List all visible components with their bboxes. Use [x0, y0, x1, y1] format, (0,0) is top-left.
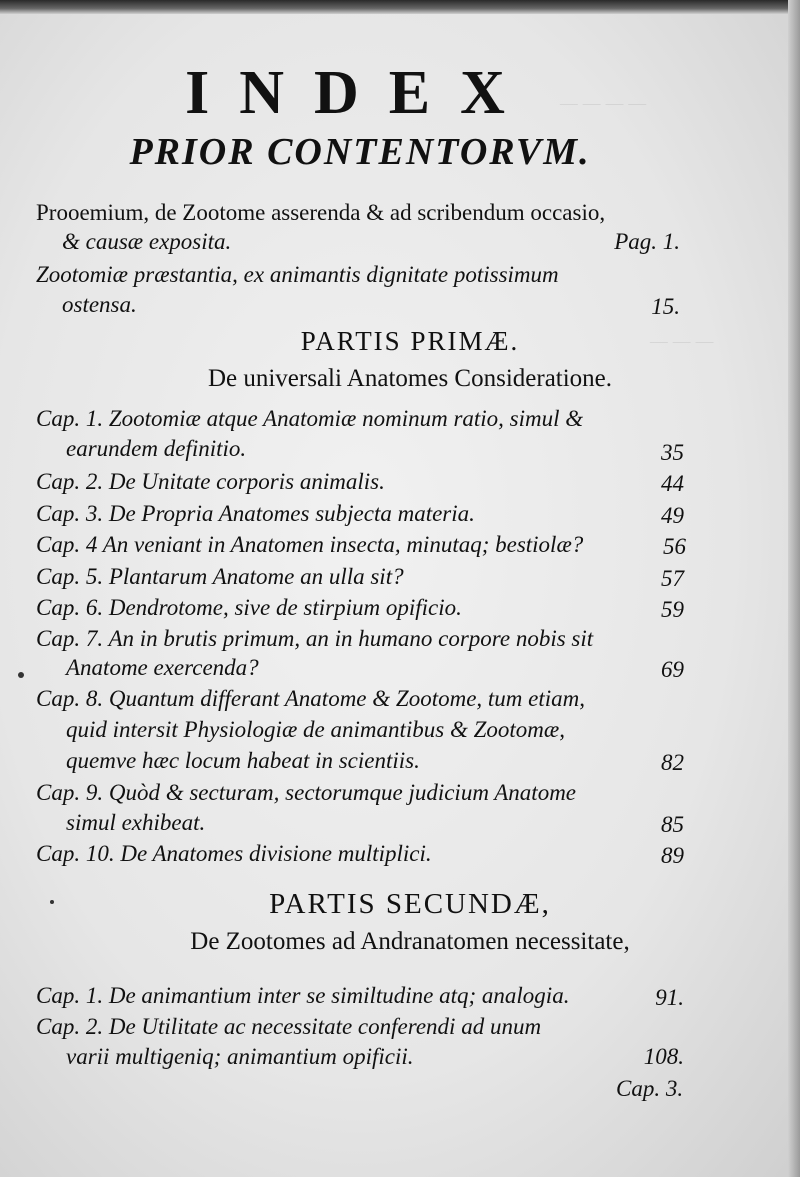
entry-line: Cap. 10. De Anatomes divisione multiplici. [36, 841, 432, 866]
page-number: 35 [661, 440, 684, 465]
entry-line: Cap. 7. An in brutis primum, an in humano corpore nobis sit [36, 626, 594, 651]
entry-line: Cap. 4 An veniant in Anatomen insecta, minutaq; bestiolæ? [36, 532, 584, 557]
entry-line: Cap. 5. Plantarum Anatome an ulla sit? [36, 564, 404, 589]
page-number: 89 [661, 843, 684, 868]
page-right-edge [788, 0, 800, 1177]
entry-line: Cap. 6. Dendrotome, sive de stirpium opificio. [36, 595, 462, 620]
intro-line: Zootomiæ præstantia, ex animantis dignitate potissimum [36, 262, 559, 287]
entry-line: earundem definitio. [66, 436, 247, 461]
entry-line: Cap. 3. De Propria Anatomes subjecta materia. [36, 501, 475, 526]
entry-line: Cap. 2. De Unitate corporis animalis. [36, 469, 385, 494]
entry-line: Cap. 1. De animantium inter se similtudine atq; analogia. [36, 983, 570, 1008]
entry-line: Anatome exercenda? [66, 655, 259, 680]
page-number: 57 [661, 566, 684, 591]
part1-heading: PARTIS PRIMÆ. [300, 326, 520, 356]
page-number: 59 [661, 597, 684, 622]
part2-heading: PARTIS SECUNDÆ, [269, 888, 551, 920]
page-number: 85 [661, 812, 684, 837]
page-number: Pag. 1. [614, 229, 680, 254]
intro-line: & causæ exposita. [62, 229, 232, 254]
page-top-shadow [0, 0, 800, 14]
page-number: 15. [651, 294, 680, 319]
ink-spot [18, 672, 24, 678]
entry-line: simul exhibeat. [66, 810, 206, 835]
bleed-through: — — — — [560, 92, 647, 114]
page-number: 56 [663, 534, 686, 559]
page-subtitle: PRIOR CONTENTORVM. [129, 131, 591, 173]
page-number: 69 [661, 657, 684, 682]
entry-line: Cap. 9. Quòd & secturam, sectorumque judicium Anatome [36, 780, 577, 805]
intro-line: Prooemium, de Zootome asserenda & ad scribendum occasio, [36, 200, 606, 225]
entry-line: quemve hæc locum habeat in scientiis. [66, 748, 420, 773]
entry-line: quid intersit Physiologiæ de animantibus & Zootomæ, [66, 717, 565, 742]
page-title: INDEX [185, 59, 535, 127]
page-number: 49 [661, 503, 684, 528]
part2-subheading: De Zootomes ad Andranatomen necessitate, [190, 928, 630, 955]
entry-line: Cap. 8. Quantum differant Anatome & Zootome, tum etiam, [36, 686, 586, 711]
page-number: 82 [661, 750, 684, 775]
page-number: 44 [661, 471, 684, 496]
entry-line: varii multigeniq; animantium opificii. [66, 1044, 414, 1069]
catchword: Cap. 3. [616, 1076, 684, 1101]
entry-line: Cap. 2. De Utilitate ac necessitate conferendi ad unum [36, 1014, 542, 1039]
part1-subheading: De universali Anatomes Consideratione. [207, 365, 613, 392]
page-number: 108. [643, 1044, 684, 1069]
intro-line: ostensa. [62, 292, 137, 317]
entry-line: Cap. 1. Zootomiæ atque Anatomiæ nominum ratio, simul & [36, 406, 584, 431]
bleed-through: — — — [650, 330, 714, 352]
page-number: 91. [655, 985, 684, 1010]
